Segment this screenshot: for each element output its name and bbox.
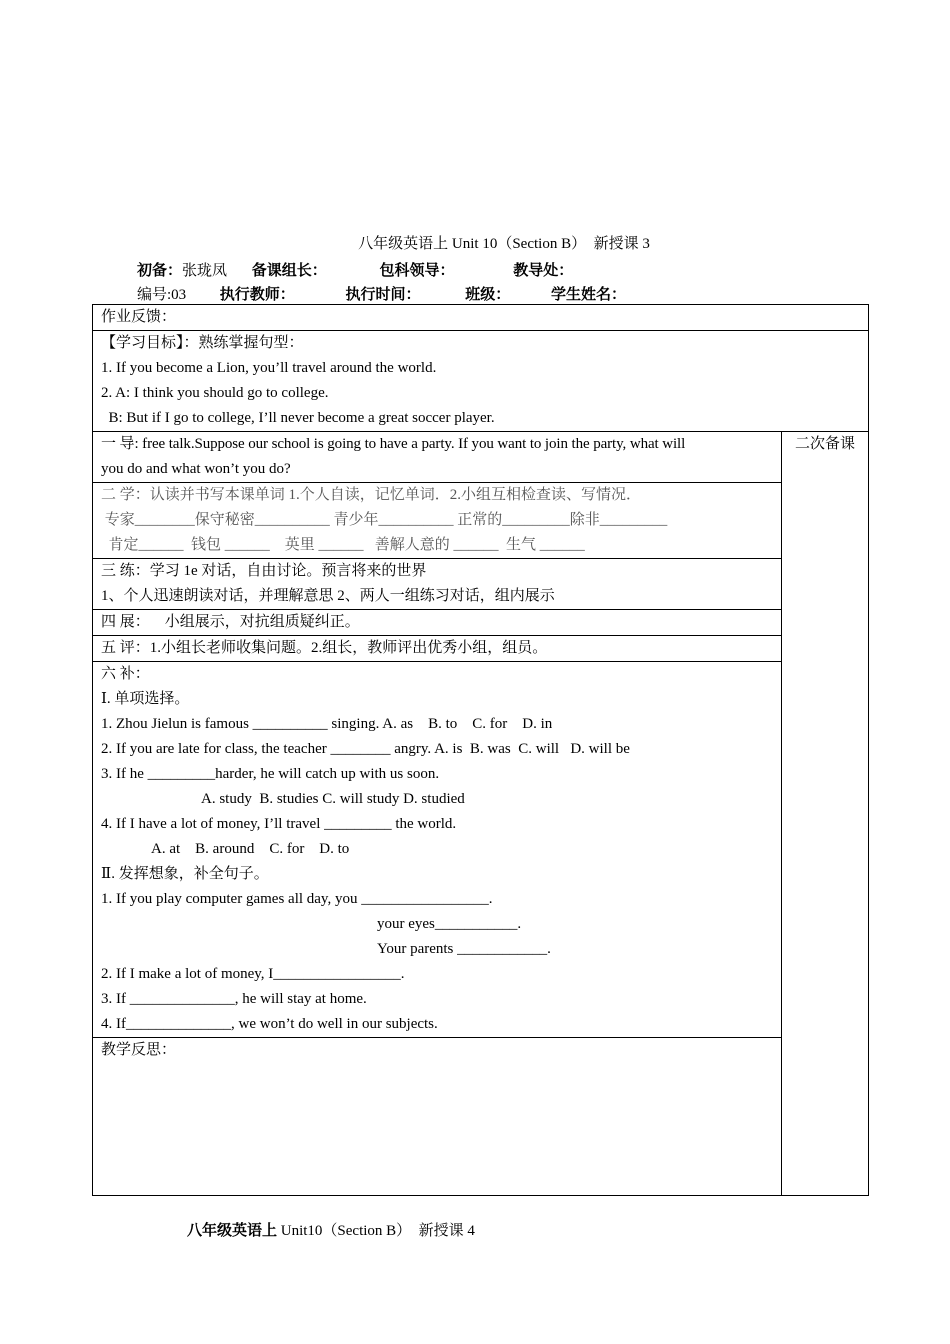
sentence-4: 4. If______________, we won’t do well in our subjects. — [101, 1016, 438, 1032]
info-label-student: 学生姓名： — [551, 287, 627, 303]
step3-line1: 三 练：学习 1e 对话，自由讨论。预言将来的世界 — [101, 563, 427, 579]
part2-title: Ⅱ. 发挥想象，补全句子。 — [101, 866, 269, 882]
goals-heading: 【学习目标】：熟练掌握句型： — [101, 335, 304, 351]
page-title — [0, 232, 950, 253]
second-prep-label: 二次备课 — [794, 436, 855, 452]
step5-cell: 五 评：1.小组长老师收集问题。2.组长，教师评出优秀小组，组员。 — [93, 636, 782, 662]
info-label-group-leader: 备课组长： — [251, 263, 327, 279]
sentence-2: 2. If I make a lot of money, I_________________. — [101, 966, 405, 982]
sentence-3: 3. If ______________, he will stay at home. — [101, 991, 367, 1007]
question-2: 2. If you are late for class, the teacher ________ angry. A. is B. was C. will D. will be — [101, 741, 630, 757]
question-4-options: A. at B. around C. for D. to — [151, 841, 350, 857]
info-label-chubei: 初备： — [137, 263, 183, 279]
goal-line-1: 1. If you become a Lion, you’ll travel around the world. — [101, 360, 437, 376]
lesson-plan-table — [92, 304, 869, 1196]
info-label-number: 编号:03 — [137, 287, 187, 303]
step3-line2: 1、个人迅速朗读对话，并理解意思 2、两人一组练习对话，组内展示 — [101, 588, 555, 604]
info-label-subject-leader: 包科领导： — [379, 263, 455, 279]
info-row-2 — [137, 283, 626, 304]
goals-cell — [93, 331, 869, 432]
step4-cell: 四 展： 小组展示，对抗组质疑纠正。 — [93, 610, 782, 636]
question-1: 1. Zhou Jielun is famous __________ singing. A. as B. to C. for D. in — [101, 716, 553, 732]
next-lesson-title-rest: Unit10（Section B） 新授课 4 — [277, 1223, 475, 1239]
step6-heading: 六 补： — [101, 666, 150, 682]
row-step1 — [93, 432, 869, 483]
row-step5 — [93, 636, 869, 662]
row-step2 — [93, 483, 869, 559]
step2-line1: 二 学：认读并书写本课单词 1.个人自读，记忆单词．2.小组互相检查读、写情况． — [101, 487, 642, 503]
row-step3 — [93, 559, 869, 610]
step1-cell — [93, 432, 782, 483]
step2-line2: 专家________保守秘密__________ 青少年__________ 正常的_________除非_________ — [101, 512, 668, 528]
row-reflection — [93, 1038, 869, 1196]
step1-line1: 一 导: free talk.Suppose our school is going to have a party. If you want to join the party, what will — [101, 436, 686, 452]
row-homework-feedback — [93, 305, 869, 331]
next-lesson-title-bold: 八年级英语上 — [187, 1223, 278, 1239]
row-step4 — [93, 610, 869, 636]
goal-line-3: B: But if I go to college, I’ll never become a great soccer player. — [101, 410, 495, 426]
question-4: 4. If I have a lot of money, I’ll travel _________ the world. — [101, 816, 457, 832]
info-label-time: 执行时间： — [345, 287, 421, 303]
goal-line-2: 2. A: I think you should go to college. — [101, 385, 329, 401]
sentence-1b: your eyes___________. — [377, 916, 522, 932]
info-row-1 — [137, 259, 573, 280]
sentence-1c: Your parents ____________. — [377, 941, 551, 957]
question-3: 3. If he _________harder, he will catch up with us soon. — [101, 766, 440, 782]
info-value-author: 张珑凤 — [182, 263, 228, 279]
step6-cell — [93, 662, 782, 1038]
part1-title: Ⅰ. 单项选择。 — [101, 691, 190, 707]
info-label-office: 教导处： — [513, 263, 574, 279]
homework-feedback-cell: 作业反馈： — [93, 305, 869, 331]
sentence-1: 1. If you play computer games all day, you _________________. — [101, 891, 493, 907]
step2-cell — [93, 483, 782, 559]
step1-line2: you do and what won’t you do? — [101, 461, 291, 477]
question-3-options: A. study B. studies C. will study D. studied — [201, 791, 465, 807]
step3-cell — [93, 559, 782, 610]
reflection-cell: 教学反思： — [93, 1038, 782, 1196]
info-label-class: 班级： — [465, 287, 511, 303]
step2-line3: 肯定______ 钱包 ______ 英里 ______ 善解人意的 ______ 生气 ______ — [101, 537, 585, 553]
second-prep-column — [781, 432, 868, 1196]
row-goals — [93, 331, 869, 432]
info-label-teacher: 执行教师： — [219, 287, 295, 303]
title-text: 八年级英语上 Unit 10（Section B） 新授课 3 — [358, 236, 650, 252]
row-step6 — [93, 662, 869, 1038]
next-lesson-title — [187, 1219, 475, 1240]
